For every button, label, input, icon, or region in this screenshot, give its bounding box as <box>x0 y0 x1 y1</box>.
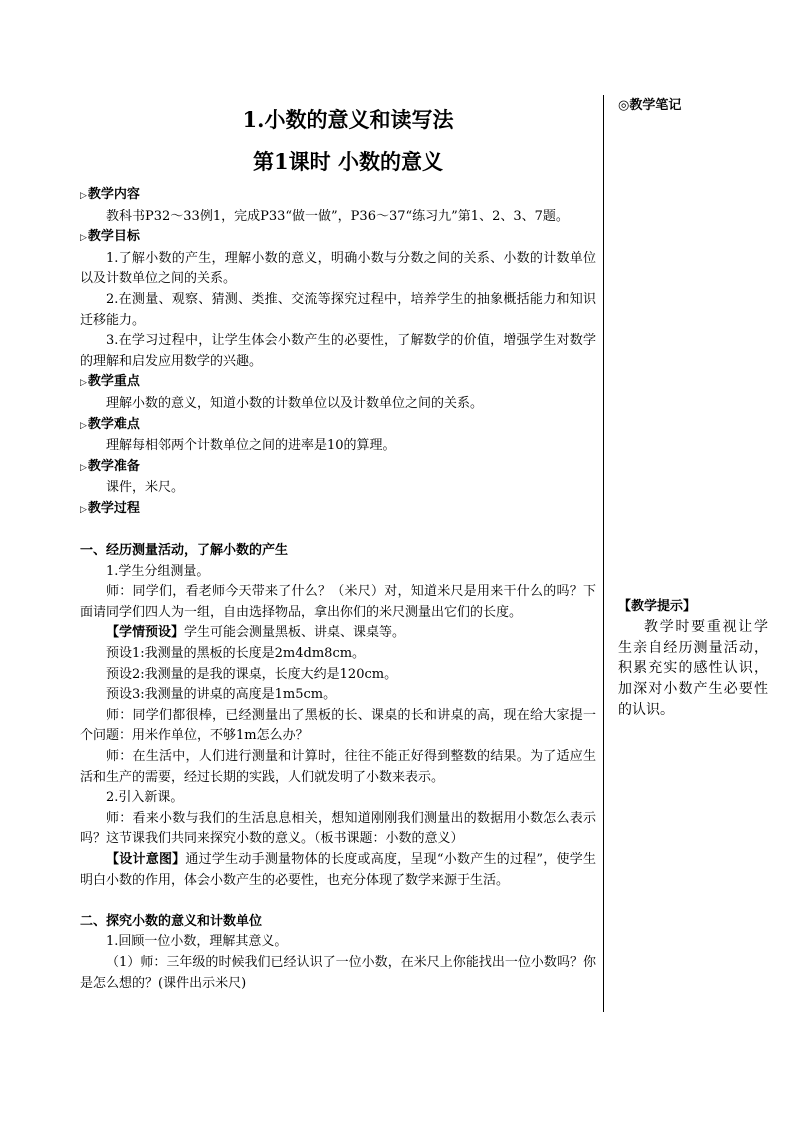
section-heading-goals: ▷教学目标 <box>80 229 140 245</box>
main-column <box>80 100 596 994</box>
section-heading-prep: ▷教学准备 <box>80 458 140 474</box>
goal-1: 1.了解小数的产生，理解小数的意义，明确小数与分数之间的关系、小数的计数单位以及计数单位之间的关系。 <box>80 250 596 287</box>
triangle-bullet-icon: ▷ <box>80 462 87 473</box>
triangle-bullet-icon: ▷ <box>80 233 87 244</box>
section-heading-content: ▷教学内容 <box>80 187 140 202</box>
lesson-subtitle: 第1课时 小数的意义 <box>253 149 443 174</box>
content-text: 教科书P32～33例1，完成P33“做一做”，P36～37“练习九”第1、2、3、7题。 <box>106 208 569 224</box>
part1-heading: 一、经历测量活动，了解小数的产生 <box>80 543 289 559</box>
part1-para: 师：同学们都很棒，已经测量出了黑板的长、课桌的长和讲桌的高，现在给大家提一个问题：用米作单位，不够1m怎么办？ <box>80 707 596 744</box>
section-heading-key: ▷教学重点 <box>80 374 140 390</box>
prep-text: 课件，米尺。 <box>106 480 185 496</box>
teaching-tip-box <box>618 597 768 721</box>
section-heading-process: ▷教学过程 <box>80 500 140 516</box>
goal-2: 2.在测量、观察、猜测、类推、交流等探究过程中，培养学生的抽象概括能力和知识迁移能力。 <box>80 291 596 328</box>
part1-para: 师：在生活中，人们进行测量和计算时，往往不能正好得到整数的结果。为了适应生活和生产的需要，经过长期的实践，人们就发明了小数来表示。 <box>80 749 596 785</box>
teaching-tip-title: 【教学提示】 <box>618 598 697 614</box>
part1-para: 预设3:我测量的讲桌的高度是1m5cm。 <box>106 687 337 703</box>
design-intent-label: 【设计意图】 <box>106 852 186 867</box>
lesson-title: 1.小数的意义和读写法 <box>242 107 454 132</box>
part1-para: 1.学生分组测量。 <box>106 563 210 579</box>
section-heading-difficulty: ▷教学难点 <box>80 416 140 432</box>
column-divider <box>603 95 604 1012</box>
part1-para: 2.引入新课。 <box>106 790 184 806</box>
teaching-tip-text: 教学时要重视让学生亲自经历测量活动，积累充实的感性认识，加深对小数产生必要性的认识。 <box>618 619 768 718</box>
part1-para: 【设计意图】通过学生动手测量物体的长度或高度，呈现“小数产生的过程”，使学生明白小数的作用，体会小数产生的必要性，也充分体现了数学来源于生活。 <box>80 852 596 888</box>
goal-3: 3.在学习过程中，让学生体会小数产生的必要性，了解数学的价值，增强学生对数学的理解和启发应用数学的兴趣。 <box>80 333 596 369</box>
triangle-bullet-icon: ▷ <box>80 504 87 515</box>
key-text: 理解小数的意义，知道小数的计数单位以及计数单位之间的关系。 <box>106 395 484 411</box>
triangle-bullet-icon: ▷ <box>80 378 87 389</box>
part1-para: 预设2:我测量的是我的课桌，长度大约是120cm。 <box>106 666 398 682</box>
difficulty-text: 理解每相邻两个计数单位之间的进率是10的算理。 <box>106 438 396 454</box>
learning-preset-label: 【学情预设】 <box>106 625 185 641</box>
triangle-bullet-icon: ▷ <box>80 420 87 431</box>
part1-para: 【学情预设】学生可能会测量黑板、讲桌、课桌等。 <box>106 625 406 641</box>
part2-heading: 二、探究小数的意义和计数单位 <box>80 913 263 929</box>
part1-para: 师：看来小数与我们的生活息息相关，想知道刚刚我们测量出的数据用小数怎么表示吗？这节课我们共同来探究小数的意义。（板书课题：小数的意义） <box>80 810 596 847</box>
part2-para: 1.回顾一位小数，理解其意义。 <box>106 934 288 950</box>
teaching-notes-title: ◎教学笔记 <box>618 98 682 113</box>
part1-para: 预设1:我测量的黑板的长度是2m4dm8cm。 <box>106 646 366 662</box>
triangle-bullet-icon: ▷ <box>80 191 87 201</box>
part1-para: 师：同学们，看老师今天带来了什么？（米尺）对，知道米尺是用来干什么的吗？下面请同学们四人为一组，自由选择物品，拿出你们的米尺测量出它们的长度。 <box>80 584 596 620</box>
part2-para: （1）师：三年级的时候我们已经认识了一位小数，在米尺上你能找出一位小数吗？你是怎么想的？(课件出示米尺) <box>80 954 596 991</box>
sidebar-column <box>618 96 768 720</box>
